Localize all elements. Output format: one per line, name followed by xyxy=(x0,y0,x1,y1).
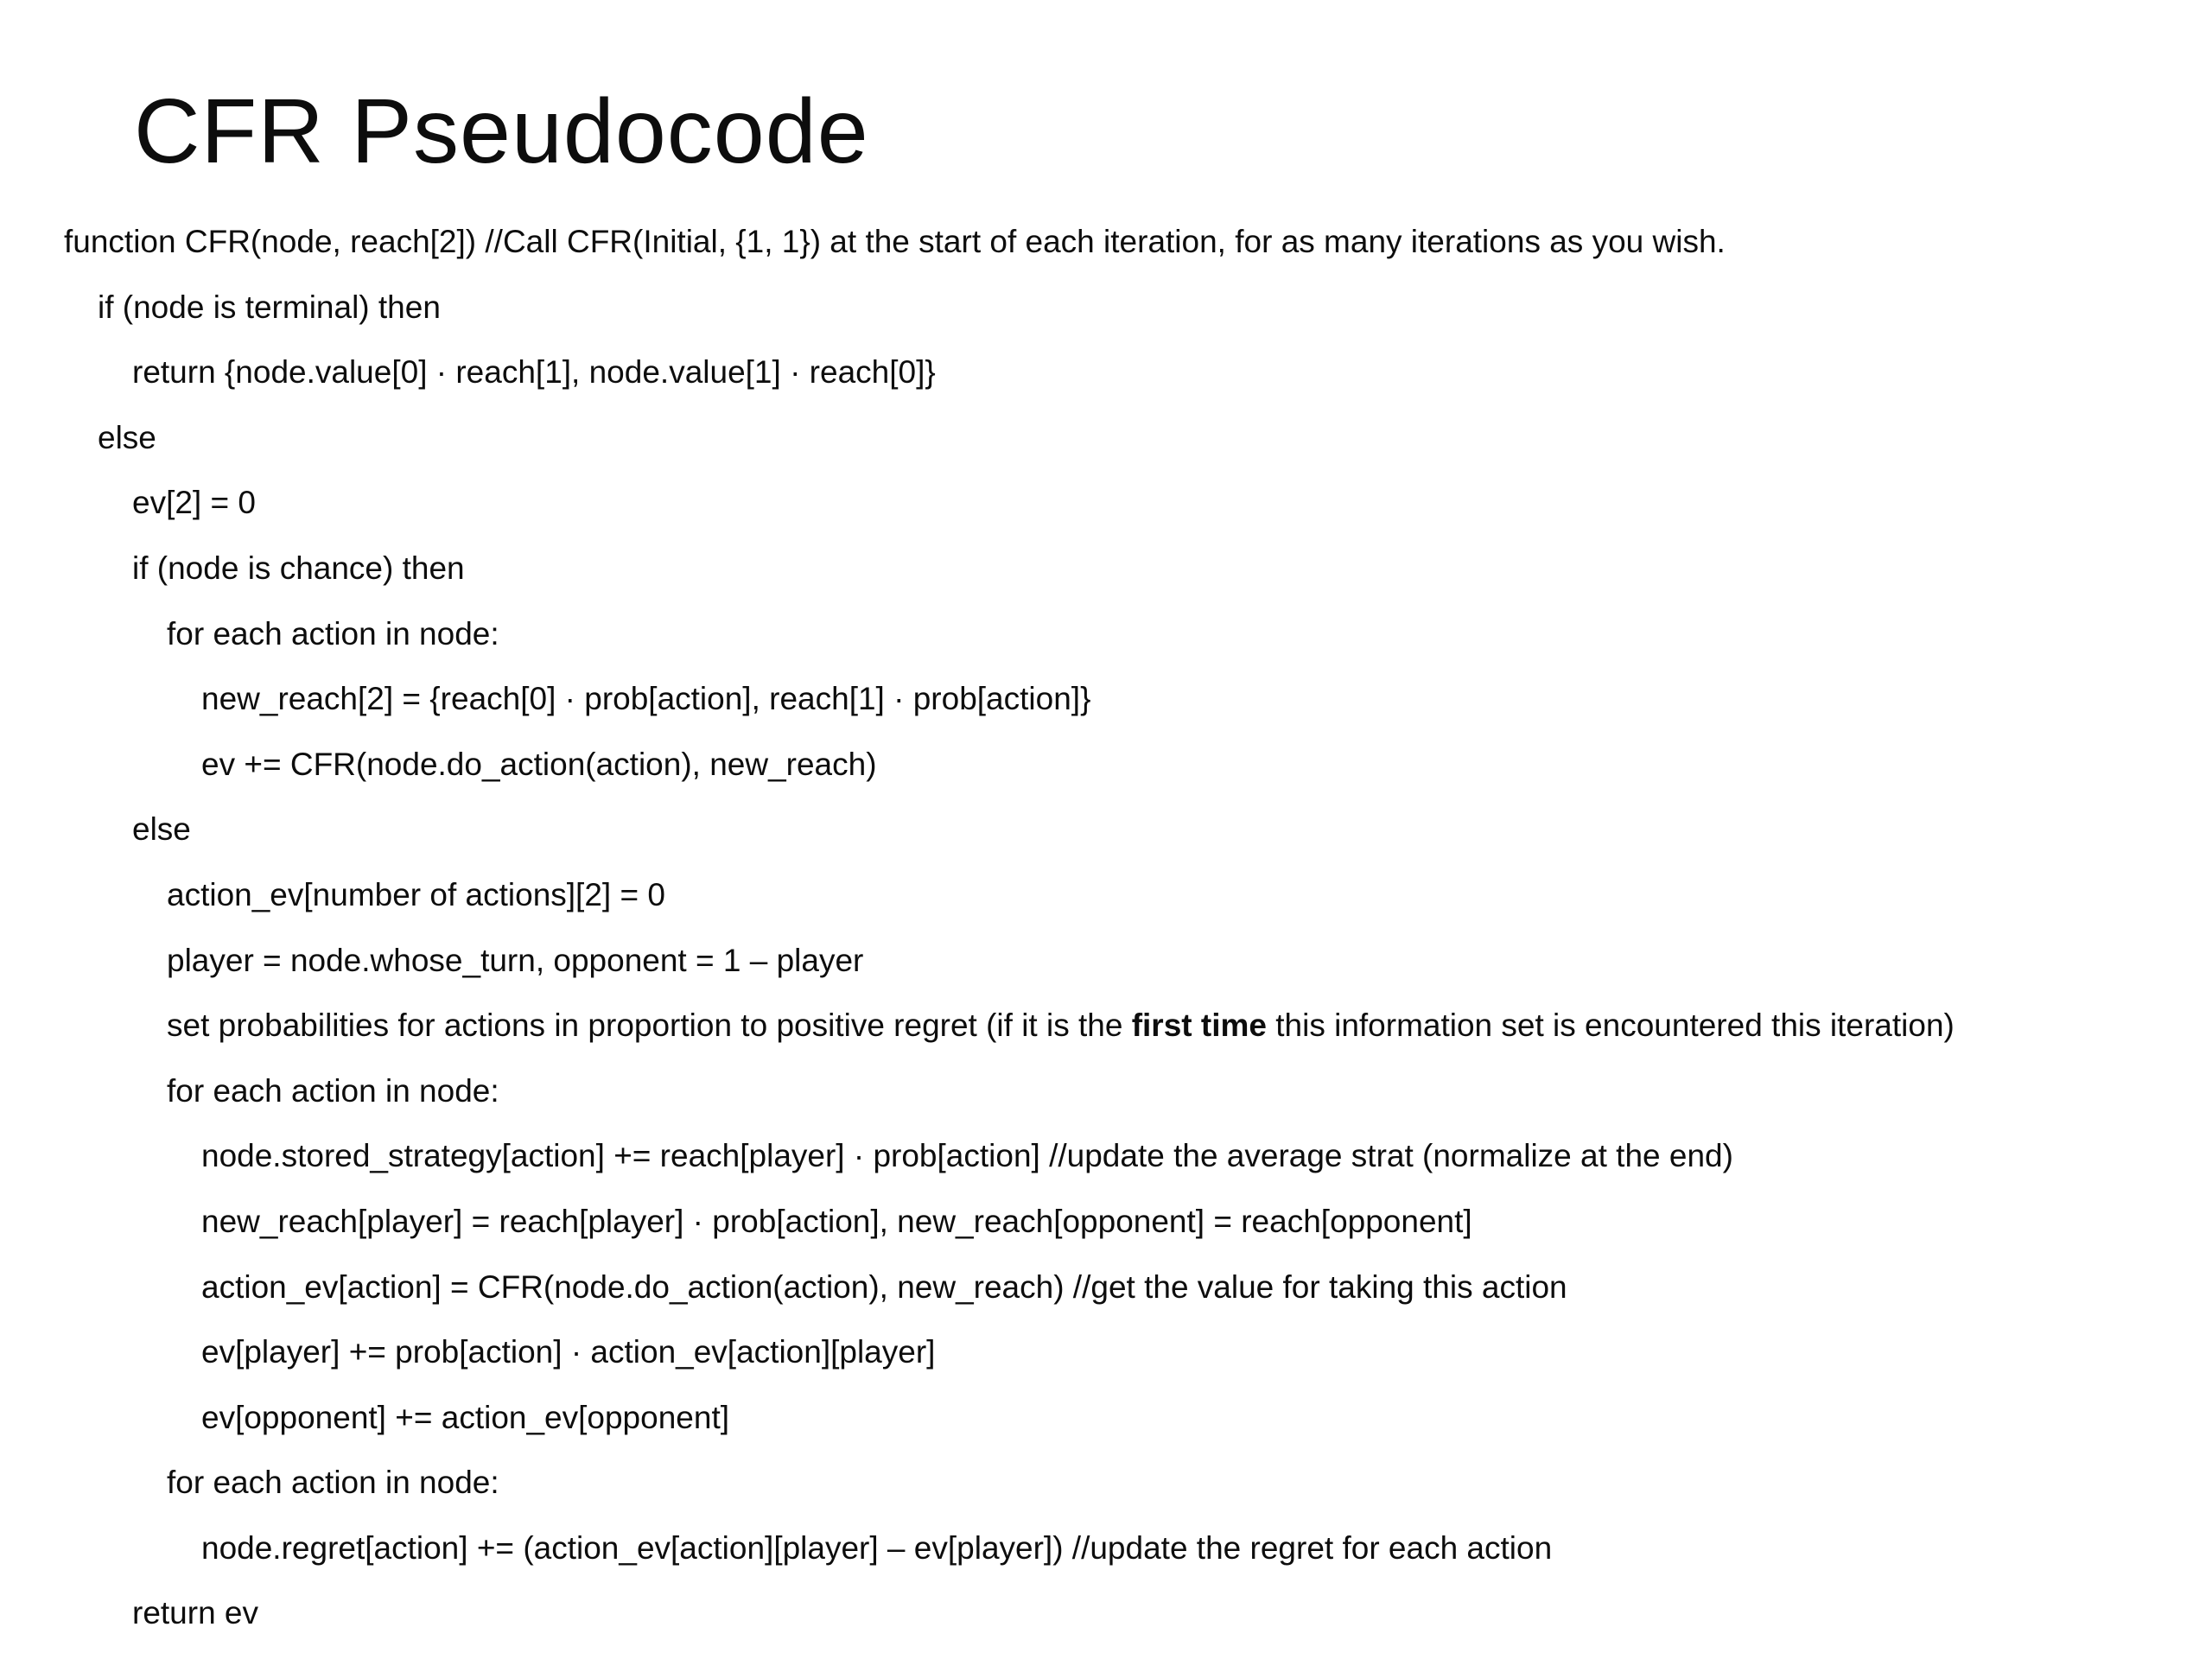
code-line: if (node is terminal) then xyxy=(98,289,441,325)
code-line: ev[2] = 0 xyxy=(132,485,256,521)
code-line: ev += CFR(node.do_action(action), new_reach) xyxy=(201,746,877,782)
pseudocode-block xyxy=(64,216,2190,1653)
code-line: new_reach[player] = reach[player] · prob[action], new_reach[opponent] = reach[opponent] xyxy=(201,1203,1472,1239)
code-text: set probabilities for actions in proportion to positive regret (if it is the xyxy=(167,1007,1132,1044)
code-line: else xyxy=(98,419,156,455)
code-line: action_ev[action] = CFR(node.do_action(action), new_reach) //get the value for taking this action xyxy=(201,1268,1567,1305)
code-line: ev[player] += prob[action] · action_ev[action][player] xyxy=(201,1334,936,1370)
code-line: action_ev[number of actions][2] = 0 xyxy=(167,876,665,912)
code-line: node.stored_strategy[action] += reach[player] · prob[action] //update the average strat (normalize at the end) xyxy=(201,1138,1733,1174)
code-line: for each action in node: xyxy=(167,1072,499,1109)
code-line: return {node.value[0] · reach[1], node.value[1] · reach[0]} xyxy=(132,354,936,391)
code-line: else xyxy=(132,811,191,848)
code-line xyxy=(64,1000,2190,1065)
code-line: new_reach[2] = {reach[0] · prob[action], reach[1] · prob[action]} xyxy=(201,681,1091,717)
code-line: for each action in node: xyxy=(167,615,499,652)
code-text: this information set is encountered this iteration) xyxy=(1266,1007,1955,1044)
code-line: node.regret[action] += (action_ev[action][player] – ev[player]) //update the regret for each action xyxy=(201,1529,1553,1566)
emphasis-text: first time xyxy=(1131,1007,1267,1044)
code-line: if (node is chance) then xyxy=(132,550,465,586)
code-line: player = node.whose_turn, opponent = 1 – player xyxy=(167,942,864,978)
slide-title: CFR Pseudocode xyxy=(134,80,869,182)
code-line: return ev xyxy=(132,1595,259,1631)
code-line: function CFR(node, reach[2]) //Call CFR(Initial, {1, 1}) at the start of each iteration, for as many iterations as you wish. xyxy=(64,224,1726,259)
code-line: ev[opponent] += action_ev[opponent] xyxy=(201,1399,730,1435)
code-line: for each action in node: xyxy=(167,1465,499,1501)
